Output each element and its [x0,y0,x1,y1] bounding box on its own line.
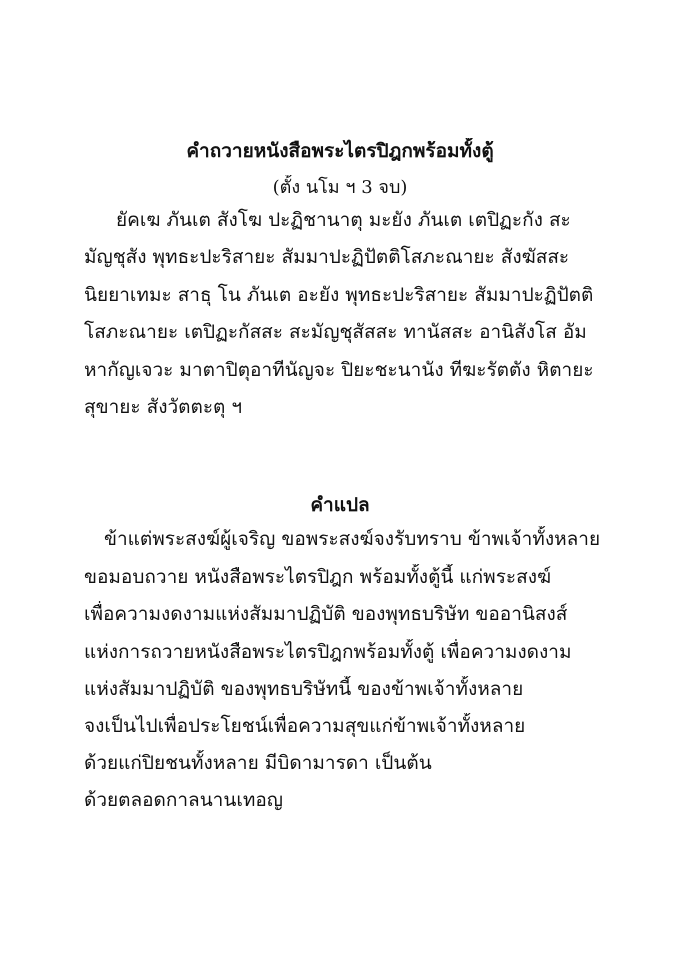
offering-line-3: นิยยาเทมะ สาธุ โน ภันเต อะยัง พุทธะปะริสายะ สัมมาปะฏิปัตติ [84,284,594,306]
translation-line-7: ด้วยแก่ปิยชนทั้งหลาย มีบิดามารดา เป็นต้น [84,752,432,774]
offering-line-2: มัญชุสัง พุทธะปะริสายะ สัมมาปะฏิปัตติโสภะณายะ สังฆัสสะ [84,246,570,268]
translation-line-3: เพื่อความงดงามแห่งสัมมาปฏิบัติ ของพุทธบริษัท ขออานิสงส์ [84,603,568,625]
translation-line-4: แห่งการถวายหนังสือพระไตรปิฎกพร้อมทั้งตู้ เพื่อความงดงาม [84,641,572,663]
offering-subtitle: (ตั้ง นโม ฯ 3 จบ) [272,177,408,198]
translation-line-6: จงเป็นไปเพื่อประโยชน์เพื่อความสุขแก่ข้าพเจ้าทั้งหลาย [84,715,526,737]
offering-line-4: โสภะณายะ เตปิฏะกัสสะ สะมัญชุสัสสะ ทานัสสะ อานิสังโส อัม [84,321,587,343]
offering-line-5: หากัญเจวะ มาตาปิตุอาทีนัญจะ ปิยะชะนานัง ทีฆะรัตตัง หิตายะ [84,359,594,381]
translation-line-2: ขอมอบถวาย หนังสือพระไตรปิฎก พร้อมทั้งตู้นี้ แก่พระสงฆ์ [84,566,552,588]
translation-line-5: แห่งสัมมาปฏิบัติ ของพุทธบริษัทนี้ ของข้าพเจ้าทั้งหลาย [84,678,524,700]
offering-line-1: ยัคเฆ ภันเต สังโฆ ปะฏิชานาตุ มะยัง ภันเต เตปิฏะกัง สะ [116,209,571,231]
translation-title: คำแปล [310,494,370,516]
offering-line-6: สุขายะ สังวัตตะตุ ฯ [84,396,243,418]
offering-title: คำถวายหนังสือพระไตรปิฎกพร้อมทั้งตู้ [186,140,494,162]
translation-line-1: ข้าแต่พระสงฆ์ผู้เจริญ ขอพระสงฆ์จงรับทราบ ข้าพเจ้าทั้งหลาย [104,528,601,550]
translation-line-8: ด้วยตลอดกาลนานเทอญ [84,789,283,811]
